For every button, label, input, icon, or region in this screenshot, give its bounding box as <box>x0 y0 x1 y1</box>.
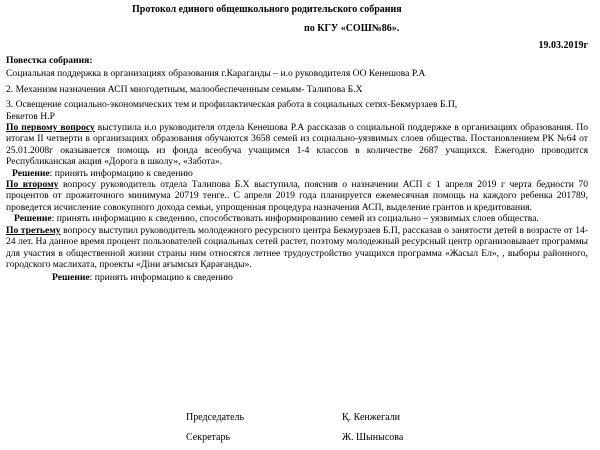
second-question-label: По второму <box>6 179 59 191</box>
second-question-text: вопросу руководитель отдела Талипова Б.Х выступила, пояснив о назначении АСП с 1 апреля 2019 г черта бедности 70 процентов от прожиточного минимума 20719 тенге.. С апреля 2019 года планируется ежемесячная помощь на каждого ребенка 201789, проведется исчисление совокупного дохода семьи, упрощенная процедура назначения АСП, выделение грантов и кредитования. <box>6 179 588 213</box>
chair-name: Қ. Кенжегали <box>342 412 400 423</box>
decision-text: : принять информацию к сведению, способствовать информированию семей из социально – уязвимых слоев общества. <box>51 213 539 225</box>
first-question-paragraph <box>6 122 588 168</box>
third-question-paragraph <box>6 225 588 271</box>
meeting-date: 19.03.2019г <box>538 40 588 51</box>
first-question-label: По первому вопросу <box>6 122 95 134</box>
agenda-item-3-line2: Бекетов Н.Р <box>6 110 55 122</box>
third-question-text: вопросу выступил руководитель молодежного ресурсного центра Бекмурзаев Б.П, рассказав о занятости детей в возрасте от 14-24 лет. На данное время процент пользователей социальных сетей растет, поэтому молодежный ресурсный центр организовывает программы для участия в общественной жизни страны ним относятся летнее трудоустройство учащихся программа «Жасыл Ел», , выборы районного, городского маслихата, проекты «Діни ағымсыз Қарағанды». <box>6 224 588 270</box>
chair-role: Председатель <box>186 412 245 423</box>
second-decision <box>6 213 588 224</box>
protocol-title-school: по КГУ «СОШ№86». <box>304 23 400 34</box>
decision-label: Решение <box>12 167 50 179</box>
protocol-title: Протокол единого общешкольного родительского собрания <box>132 4 402 15</box>
first-decision <box>6 168 588 179</box>
agenda-item-2: 2. Механизм назначения АСП многодетным, малообеспеченным семьям- Талипова Б.Х <box>6 83 363 95</box>
agenda-item-1: Социальная поддержка в организациях образования г.Караганды – и.о руководителя ОО Кенешова Р.А <box>6 68 426 80</box>
agenda-heading: Повестка собрания: <box>6 55 93 66</box>
agenda-item-3-line1: 3. Освещение социально-экономических тем и профилактическая работа в социальных сетях-Бекмурзаев Б.П, <box>6 99 458 111</box>
protocol-body <box>6 55 588 284</box>
first-question-text: выступила и.о руководителя отдела Кенешова Р.А рассказав о социальной поддержке в организациях образования. По итогам II четверти в организациях образования обучаются 3658 семей из социально-уязвимых слоев общества. Постановлением РК №64 от 25.01.2008г оказывается помощь из фонда всеобуча учащимся 1-4 классов в количестве 2687 учащихся. Ежегодно проводится Республиканская акция «Дорога в школу», «Забота». <box>6 122 588 168</box>
decision-text: : принять информацию к сведению <box>89 272 233 284</box>
secretary-role: Секретарь <box>186 432 231 443</box>
decision-label: Решение <box>14 213 52 225</box>
decision-text: : принять информацию к сведению <box>49 167 193 179</box>
secretary-name: Ж. Шыныcова <box>342 432 404 443</box>
decision-label: Решение <box>52 272 90 284</box>
third-decision <box>6 272 588 283</box>
second-question-paragraph <box>6 179 588 213</box>
third-question-label: По третьему <box>6 224 61 236</box>
